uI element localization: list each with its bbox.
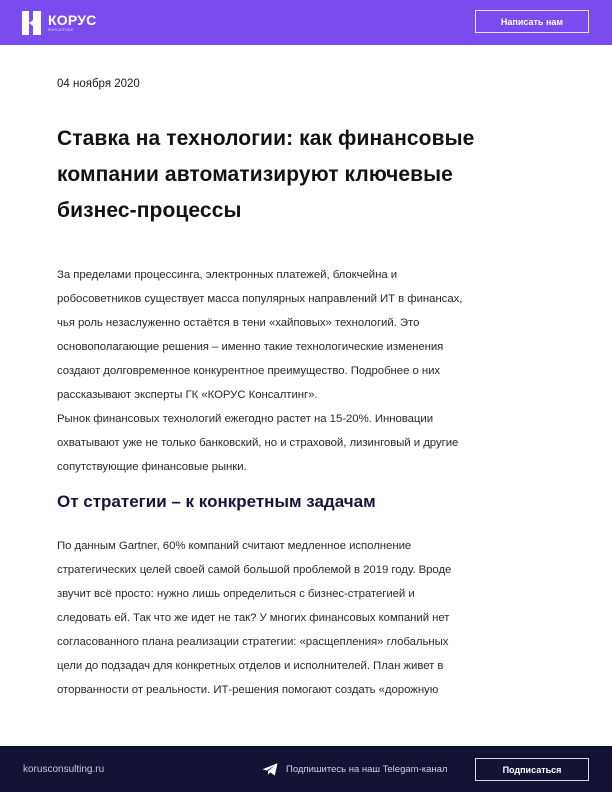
text-line: По данным Gartner, 60% компаний считают медленное исполнение	[57, 540, 412, 552]
text-line: основополагающие решения – именно такие технологические изменения	[57, 341, 444, 353]
article-lead	[57, 263, 552, 479]
section-heading: От стратегии – к конкретным задачам	[57, 492, 376, 511]
text-line: рассказывают эксперты ГК «КОРУС Консалтинг».	[57, 389, 318, 401]
article-title	[57, 121, 557, 229]
korus-logo-icon	[22, 11, 42, 35]
korus-logo[interactable]	[22, 10, 96, 35]
logo-title: КОРУС	[48, 11, 97, 28]
telegram-subscribe-text: Подпишитесь на наш Telegam-канал	[286, 764, 448, 775]
text-line: Рынок финансовых технологий ежегодно растет на 15-20%. Инновации	[57, 413, 434, 425]
text-line: создают долговременное конкурентное преимущество. Подробнее о них	[57, 365, 441, 377]
text-line: цели до подзадач для конкретных отделов и исполнителей. План живет в	[57, 660, 444, 672]
telegram-icon[interactable]	[262, 763, 278, 776]
text-line: робосоветников существует масса популярных направлений ИТ в финансах,	[57, 293, 463, 305]
subscribe-button[interactable]: Подписаться	[475, 758, 589, 781]
top-header	[0, 0, 612, 45]
text-line: сопутствующие финансовые рынки.	[57, 461, 247, 473]
text-line: охватывают уже не только банковский, но и страховой, лизинговый и другие	[57, 437, 459, 449]
logo-subtitle: КОНСАЛТИНГ	[48, 27, 75, 32]
footer-bar	[0, 746, 612, 792]
title-line: Ставка на технологии: как финансовые	[57, 127, 475, 150]
article-body	[57, 534, 552, 702]
title-line: бизнес-процессы	[57, 199, 242, 222]
text-line: За пределами процессинга, электронных платежей, блокчейна и	[57, 269, 398, 281]
contact-us-button[interactable]: Написать нам	[475, 10, 589, 33]
title-line: компании автоматизируют ключевые	[57, 163, 453, 186]
text-line: звучит всё просто: нужно лишь определиться с бизнес-стратегией и	[57, 588, 415, 600]
text-line: чья роль незаслуженно остаётся в тени «хайповых» технологий. Это	[57, 317, 420, 329]
article-date: 04 ноября 2020	[57, 78, 140, 90]
text-line: следовать ей. Так что же идет не так? У многих финансовых компаний нет	[57, 612, 450, 624]
text-line: стратегических целей своей самой большой проблемой в 2019 году. Вроде	[57, 564, 452, 576]
text-line: оторванности от реальности. ИТ-решения помогают создать «дорожную	[57, 684, 439, 696]
site-link[interactable]: korusconsulting.ru	[23, 764, 105, 775]
text-line: согласованного плана реализации стратегии: «расщепления» глобальных	[57, 636, 449, 648]
